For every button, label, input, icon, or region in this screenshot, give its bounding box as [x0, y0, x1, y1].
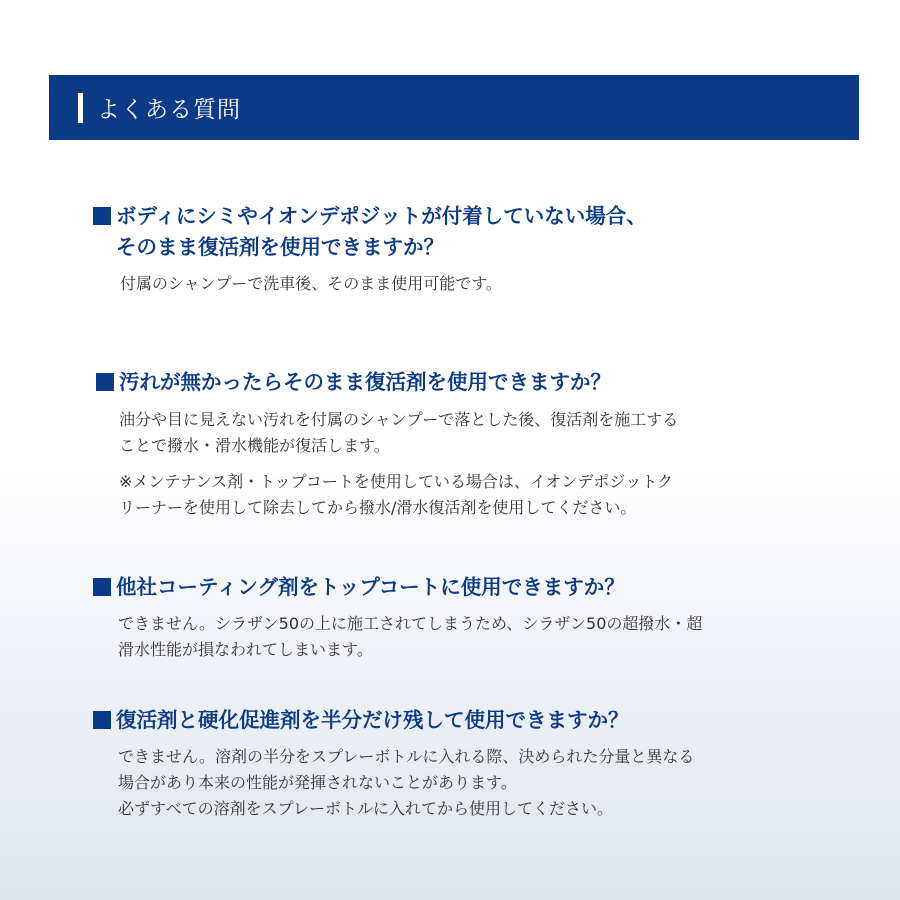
- square-bullet-icon: [93, 711, 111, 729]
- faq-question: 復活剤と硬化促進剤を半分だけ残して使用できますか？: [93, 705, 900, 736]
- faq-answer: できません。シラザン50の上に施工されてしまうため、シラザン50の超撥水・超 滑水性能が損なわれてしまいます。: [118, 614, 703, 659]
- header-accent-bar: [78, 93, 83, 123]
- faq-question: ボディにシミやイオンデポジットが付着していない場合、: [93, 201, 900, 232]
- page-title: よくある質問: [97, 97, 241, 123]
- square-bullet-icon: [93, 578, 111, 596]
- faq-answer: できません。溶剤の半分をスプレーボトルに入れる際、決められた分量と異なる 場合があり本来の性能が発揮されないことがあります。 必ずすべての溶剤をスプレーボトルに入れてから使用してください。: [118, 747, 695, 818]
- faq-answer: 油分や目に見えない汚れを付属のシャンプーで落とした後、復活剤を施工する ことで撥水・滑水機能が復活します。: [119, 410, 679, 455]
- faq-question: 汚れが無かったらそのまま復活剤を使用できますか？: [96, 367, 900, 398]
- faq-item-3: [0, 572, 900, 663]
- square-bullet-icon: [96, 373, 114, 391]
- header-bar: [49, 75, 859, 140]
- faq-answer-note: ※メンテナンス剤・トップコートを使用している場合は、イオンデポジットク リーナーを使用して除去してから撥水/滑水復活剤を使用してください。: [119, 472, 674, 517]
- square-bullet-icon: [93, 207, 111, 225]
- faq-item-1: ボディにシミやイオンデポジットが付着していない場合、 そのまま復活剤を使用できますか？ 付属のシャンプーで洗車後、そのまま使用可能です。: [0, 201, 900, 297]
- faq-item-2: [0, 367, 900, 521]
- faq-question: 他社コーティング剤をトップコートに使用できますか？: [93, 572, 900, 603]
- faq-answer: 付属のシャンプーで洗車後、そのまま使用可能です。: [120, 274, 502, 293]
- faq-item-4: [0, 705, 900, 822]
